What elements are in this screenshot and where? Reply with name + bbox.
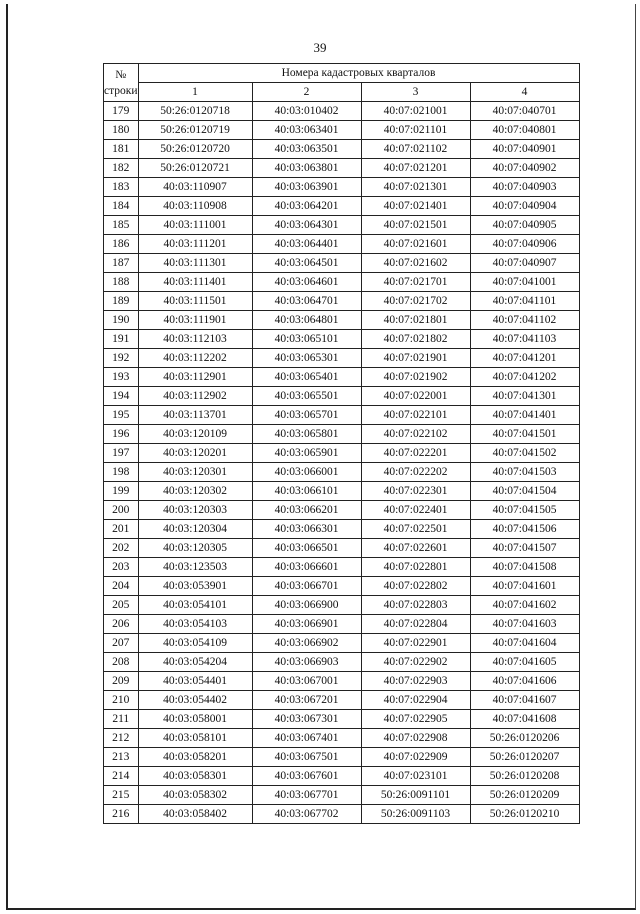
quarter-cell-col3: 40:07:021702 [361, 292, 470, 311]
quarter-cell-col3: 40:07:022601 [361, 539, 470, 558]
quarter-cell-col1: 40:03:111501 [138, 292, 252, 311]
row-number-cell: 208 [104, 653, 139, 672]
quarter-cell-col2: 40:03:064301 [252, 216, 361, 235]
table-row [104, 558, 580, 577]
table-row [104, 330, 580, 349]
quarter-cell-col3: 40:07:022902 [361, 653, 470, 672]
quarter-cell-col4: 40:07:040901 [470, 140, 579, 159]
quarter-cell-col1: 50:26:0120721 [138, 159, 252, 178]
table-row [104, 102, 580, 121]
quarter-cell-col1: 40:03:112202 [138, 349, 252, 368]
column-header-4: 4 [470, 83, 579, 102]
row-number-cell: 196 [104, 425, 139, 444]
quarter-cell-col3: 40:07:022301 [361, 482, 470, 501]
page-number: 39 [313, 40, 327, 55]
quarter-cell-col4: 40:07:041605 [470, 653, 579, 672]
quarter-cell-col1: 40:03:120201 [138, 444, 252, 463]
table-row [104, 805, 580, 824]
quarter-cell-col1: 40:03:058402 [138, 805, 252, 824]
quarter-cell-col1: 40:03:058301 [138, 767, 252, 786]
column-header-1: 1 [138, 83, 252, 102]
row-number-cell: 194 [104, 387, 139, 406]
quarter-cell-col1: 40:03:120109 [138, 425, 252, 444]
quarter-cell-col2: 40:03:066101 [252, 482, 361, 501]
quarter-cell-col4: 40:07:041102 [470, 311, 579, 330]
quarter-cell-col4: 50:26:0120206 [470, 729, 579, 748]
quarter-cell-col3: 40:07:021901 [361, 349, 470, 368]
table-row [104, 577, 580, 596]
row-number-cell: 203 [104, 558, 139, 577]
quarter-cell-col1: 40:03:053901 [138, 577, 252, 596]
row-number-cell: 187 [104, 254, 139, 273]
quarter-cell-col2: 40:03:066201 [252, 501, 361, 520]
quarter-cell-col4: 40:07:041501 [470, 425, 579, 444]
quarter-cell-col3: 40:07:021201 [361, 159, 470, 178]
table-row [104, 140, 580, 159]
quarter-cell-col4: 40:07:040902 [470, 159, 579, 178]
quarter-cell-col2: 40:03:067601 [252, 767, 361, 786]
quarter-cell-col1: 40:03:054402 [138, 691, 252, 710]
table-row [104, 387, 580, 406]
quarter-cell-col3: 40:07:021101 [361, 121, 470, 140]
quarter-cell-col1: 40:03:120305 [138, 539, 252, 558]
row-number-cell: 201 [104, 520, 139, 539]
quarter-cell-col1: 40:03:123503 [138, 558, 252, 577]
row-number-header [104, 64, 139, 102]
table-row [104, 501, 580, 520]
quarter-cell-col3: 50:26:0091103 [361, 805, 470, 824]
row-number-cell: 185 [104, 216, 139, 235]
row-number-cell: 191 [104, 330, 139, 349]
table-row [104, 463, 580, 482]
quarter-cell-col4: 40:07:041503 [470, 463, 579, 482]
quarter-cell-col1: 40:03:111901 [138, 311, 252, 330]
quarter-cell-col4: 40:07:040905 [470, 216, 579, 235]
table-row [104, 121, 580, 140]
quarter-cell-col2: 40:03:064601 [252, 273, 361, 292]
quarter-cell-col4: 40:07:040907 [470, 254, 579, 273]
quarter-cell-col1: 40:03:111301 [138, 254, 252, 273]
quarter-cell-col3: 40:07:021701 [361, 273, 470, 292]
cadastral-quarters-table [103, 63, 580, 824]
quarter-cell-col3: 40:07:022801 [361, 558, 470, 577]
quarter-cell-col1: 50:26:0120720 [138, 140, 252, 159]
quarter-cell-col4: 40:07:041603 [470, 615, 579, 634]
row-number-cell: 179 [104, 102, 139, 121]
column-header-2: 2 [252, 83, 361, 102]
quarter-cell-col2: 40:03:064201 [252, 197, 361, 216]
table-row [104, 786, 580, 805]
row-number-cell: 213 [104, 748, 139, 767]
quarter-cell-col1: 40:03:120304 [138, 520, 252, 539]
quarter-cell-col1: 40:03:054109 [138, 634, 252, 653]
quarter-cell-col3: 40:07:021801 [361, 311, 470, 330]
table-row [104, 539, 580, 558]
quarter-cell-col4: 40:07:041201 [470, 349, 579, 368]
quarter-cell-col4: 40:07:040801 [470, 121, 579, 140]
table-row [104, 710, 580, 729]
table-row [104, 311, 580, 330]
quarter-cell-col1: 40:03:058101 [138, 729, 252, 748]
quarter-cell-col2: 40:03:067701 [252, 786, 361, 805]
table-row [104, 197, 580, 216]
quarter-cell-col4: 40:07:040903 [470, 178, 579, 197]
table-row [104, 216, 580, 235]
table-row [104, 767, 580, 786]
quarter-cell-col1: 40:03:110907 [138, 178, 252, 197]
quarter-cell-col2: 40:03:067702 [252, 805, 361, 824]
quarter-cell-col1: 40:03:112103 [138, 330, 252, 349]
quarter-cell-col3: 40:07:022903 [361, 672, 470, 691]
quarter-cell-col1: 40:03:054401 [138, 672, 252, 691]
row-number-cell: 204 [104, 577, 139, 596]
quarter-cell-col2: 40:03:066501 [252, 539, 361, 558]
table-row [104, 349, 580, 368]
row-number-cell: 209 [104, 672, 139, 691]
quarter-cell-col1: 40:03:120302 [138, 482, 252, 501]
quarter-cell-col1: 40:03:113701 [138, 406, 252, 425]
table-row [104, 748, 580, 767]
quarter-cell-col2: 40:03:066901 [252, 615, 361, 634]
row-number-cell: 206 [104, 615, 139, 634]
quarter-cell-col3: 40:07:022905 [361, 710, 470, 729]
quarter-cell-col2: 40:03:064501 [252, 254, 361, 273]
quarter-cell-col4: 40:07:041607 [470, 691, 579, 710]
quarter-cell-col1: 40:03:111201 [138, 235, 252, 254]
row-number-cell: 214 [104, 767, 139, 786]
quarter-cell-col3: 40:07:023101 [361, 767, 470, 786]
quarter-cell-col3: 50:26:0091101 [361, 786, 470, 805]
row-number-cell: 212 [104, 729, 139, 748]
table-row [104, 672, 580, 691]
table-row [104, 425, 580, 444]
quarter-cell-col4: 40:07:041506 [470, 520, 579, 539]
quarter-cell-col3: 40:07:021902 [361, 368, 470, 387]
quarter-cell-col1: 40:03:112902 [138, 387, 252, 406]
quarter-cell-col4: 40:07:041606 [470, 672, 579, 691]
quarter-cell-col2: 40:03:066301 [252, 520, 361, 539]
quarter-cell-col3: 40:07:021602 [361, 254, 470, 273]
quarter-cell-col2: 40:03:063501 [252, 140, 361, 159]
table-row [104, 729, 580, 748]
row-number-cell: 210 [104, 691, 139, 710]
row-number-cell: 198 [104, 463, 139, 482]
quarter-cell-col2: 40:03:065401 [252, 368, 361, 387]
quarter-cell-col4: 40:07:040906 [470, 235, 579, 254]
quarter-cell-col4: 40:07:041507 [470, 539, 579, 558]
quarter-cell-col2: 40:03:067301 [252, 710, 361, 729]
row-number-cell: 188 [104, 273, 139, 292]
quarter-cell-col3: 40:07:022001 [361, 387, 470, 406]
table-row [104, 159, 580, 178]
row-number-cell: 181 [104, 140, 139, 159]
row-number-cell: 205 [104, 596, 139, 615]
table-row [104, 615, 580, 634]
quarter-cell-col4: 40:07:041608 [470, 710, 579, 729]
table-row [104, 653, 580, 672]
quarter-cell-col4: 40:07:041602 [470, 596, 579, 615]
quarter-cell-col4: 40:07:041301 [470, 387, 579, 406]
quarter-cell-col1: 40:03:054103 [138, 615, 252, 634]
quarter-cell-col3: 40:07:021301 [361, 178, 470, 197]
quarter-cell-col2: 40:03:066902 [252, 634, 361, 653]
quarter-cell-col1: 40:03:120301 [138, 463, 252, 482]
quarter-cell-col2: 40:03:064801 [252, 311, 361, 330]
quarter-cell-col4: 40:07:041001 [470, 273, 579, 292]
quarter-cell-col1: 40:03:112901 [138, 368, 252, 387]
table-row [104, 368, 580, 387]
quarter-cell-col2: 40:03:065501 [252, 387, 361, 406]
quarter-cell-col2: 40:03:064401 [252, 235, 361, 254]
quarter-cell-col2: 40:03:066701 [252, 577, 361, 596]
quarter-cell-col2: 40:03:010402 [252, 102, 361, 121]
quarter-cell-col4: 40:07:041601 [470, 577, 579, 596]
quarter-cell-col3: 40:07:022802 [361, 577, 470, 596]
row-number-cell: 189 [104, 292, 139, 311]
row-number-cell: 199 [104, 482, 139, 501]
quarter-cell-col2: 40:03:065101 [252, 330, 361, 349]
quarter-cell-col4: 40:07:041401 [470, 406, 579, 425]
quarter-cell-col3: 40:07:022401 [361, 501, 470, 520]
group-header: Номера кадастровых кварталов [138, 64, 579, 83]
quarter-cell-col3: 40:07:022202 [361, 463, 470, 482]
quarter-cell-col3: 40:07:022908 [361, 729, 470, 748]
row-number-cell: 183 [104, 178, 139, 197]
quarter-cell-col3: 40:07:022803 [361, 596, 470, 615]
table-row [104, 254, 580, 273]
quarter-cell-col1: 40:03:058302 [138, 786, 252, 805]
row-number-header-symbol: № [115, 68, 127, 81]
quarter-cell-col4: 50:26:0120207 [470, 748, 579, 767]
quarter-cell-col1: 40:03:110908 [138, 197, 252, 216]
quarter-cell-col4: 40:07:040701 [470, 102, 579, 121]
quarter-cell-col3: 40:07:022101 [361, 406, 470, 425]
table-row [104, 444, 580, 463]
row-number-cell: 195 [104, 406, 139, 425]
table-row [104, 178, 580, 197]
row-number-cell: 186 [104, 235, 139, 254]
table-row [104, 235, 580, 254]
quarter-cell-col4: 40:07:041502 [470, 444, 579, 463]
quarter-cell-col4: 40:07:041508 [470, 558, 579, 577]
row-number-cell: 207 [104, 634, 139, 653]
table-row [104, 273, 580, 292]
table-row [104, 482, 580, 501]
quarter-cell-col4: 40:07:041505 [470, 501, 579, 520]
row-number-cell: 180 [104, 121, 139, 140]
table-row [104, 292, 580, 311]
quarter-cell-col3: 40:07:021501 [361, 216, 470, 235]
quarter-cell-col2: 40:03:066601 [252, 558, 361, 577]
quarter-cell-col2: 40:03:067401 [252, 729, 361, 748]
quarter-cell-col4: 40:07:041604 [470, 634, 579, 653]
quarter-cell-col4: 50:26:0120209 [470, 786, 579, 805]
quarter-cell-col2: 40:03:066001 [252, 463, 361, 482]
quarter-cell-col3: 40:07:021601 [361, 235, 470, 254]
quarter-cell-col1: 40:03:054204 [138, 653, 252, 672]
row-number-cell: 211 [104, 710, 139, 729]
row-number-cell: 202 [104, 539, 139, 558]
quarter-cell-col1: 40:03:111401 [138, 273, 252, 292]
table-header [104, 64, 580, 102]
row-number-cell: 215 [104, 786, 139, 805]
quarter-cell-col2: 40:03:063901 [252, 178, 361, 197]
quarter-cell-col1: 40:03:111001 [138, 216, 252, 235]
quarter-cell-col3: 40:07:022102 [361, 425, 470, 444]
quarter-cell-col1: 40:03:054101 [138, 596, 252, 615]
quarter-cell-col2: 40:03:066900 [252, 596, 361, 615]
quarter-cell-col2: 40:03:063401 [252, 121, 361, 140]
quarter-cell-col2: 40:03:065701 [252, 406, 361, 425]
quarter-cell-col4: 50:26:0120210 [470, 805, 579, 824]
quarter-cell-col2: 40:03:065301 [252, 349, 361, 368]
quarter-cell-col3: 40:07:022909 [361, 748, 470, 767]
quarter-cell-col2: 40:03:065801 [252, 425, 361, 444]
row-number-cell: 192 [104, 349, 139, 368]
quarter-cell-col2: 40:03:067501 [252, 748, 361, 767]
quarter-cell-col2: 40:03:067201 [252, 691, 361, 710]
row-number-cell: 216 [104, 805, 139, 824]
row-number-cell: 200 [104, 501, 139, 520]
quarter-cell-col3: 40:07:021001 [361, 102, 470, 121]
row-number-header-label: строки [104, 84, 138, 97]
quarter-cell-col2: 40:03:063801 [252, 159, 361, 178]
quarter-cell-col3: 40:07:022804 [361, 615, 470, 634]
quarter-cell-col1: 40:03:058201 [138, 748, 252, 767]
quarter-cell-col3: 40:07:022904 [361, 691, 470, 710]
quarter-cell-col3: 40:07:022501 [361, 520, 470, 539]
quarter-cell-col3: 40:07:021401 [361, 197, 470, 216]
quarter-cell-col1: 40:03:120303 [138, 501, 252, 520]
quarter-cell-col4: 40:07:041103 [470, 330, 579, 349]
row-number-cell: 197 [104, 444, 139, 463]
quarter-cell-col2: 40:03:066903 [252, 653, 361, 672]
column-header-3: 3 [361, 83, 470, 102]
table-row [104, 596, 580, 615]
quarter-cell-col2: 40:03:067001 [252, 672, 361, 691]
quarter-cell-col4: 40:07:041202 [470, 368, 579, 387]
row-number-cell: 193 [104, 368, 139, 387]
row-number-cell: 182 [104, 159, 139, 178]
quarter-cell-col3: 40:07:022901 [361, 634, 470, 653]
table-row [104, 691, 580, 710]
row-number-cell: 190 [104, 311, 139, 330]
quarter-cell-col3: 40:07:022201 [361, 444, 470, 463]
quarter-cell-col4: 40:07:041504 [470, 482, 579, 501]
quarter-cell-col4: 40:07:041101 [470, 292, 579, 311]
quarter-cell-col1: 40:03:058001 [138, 710, 252, 729]
row-number-cell: 184 [104, 197, 139, 216]
quarter-cell-col2: 40:03:064701 [252, 292, 361, 311]
table-body [104, 102, 580, 824]
quarter-cell-col3: 40:07:021102 [361, 140, 470, 159]
quarter-cell-col4: 40:07:040904 [470, 197, 579, 216]
quarter-cell-col3: 40:07:021802 [361, 330, 470, 349]
table-row [104, 406, 580, 425]
quarter-cell-col1: 50:26:0120719 [138, 121, 252, 140]
table-row [104, 634, 580, 653]
quarter-cell-col2: 40:03:065901 [252, 444, 361, 463]
quarter-cell-col1: 50:26:0120718 [138, 102, 252, 121]
table-row [104, 520, 580, 539]
quarter-cell-col4: 50:26:0120208 [470, 767, 579, 786]
